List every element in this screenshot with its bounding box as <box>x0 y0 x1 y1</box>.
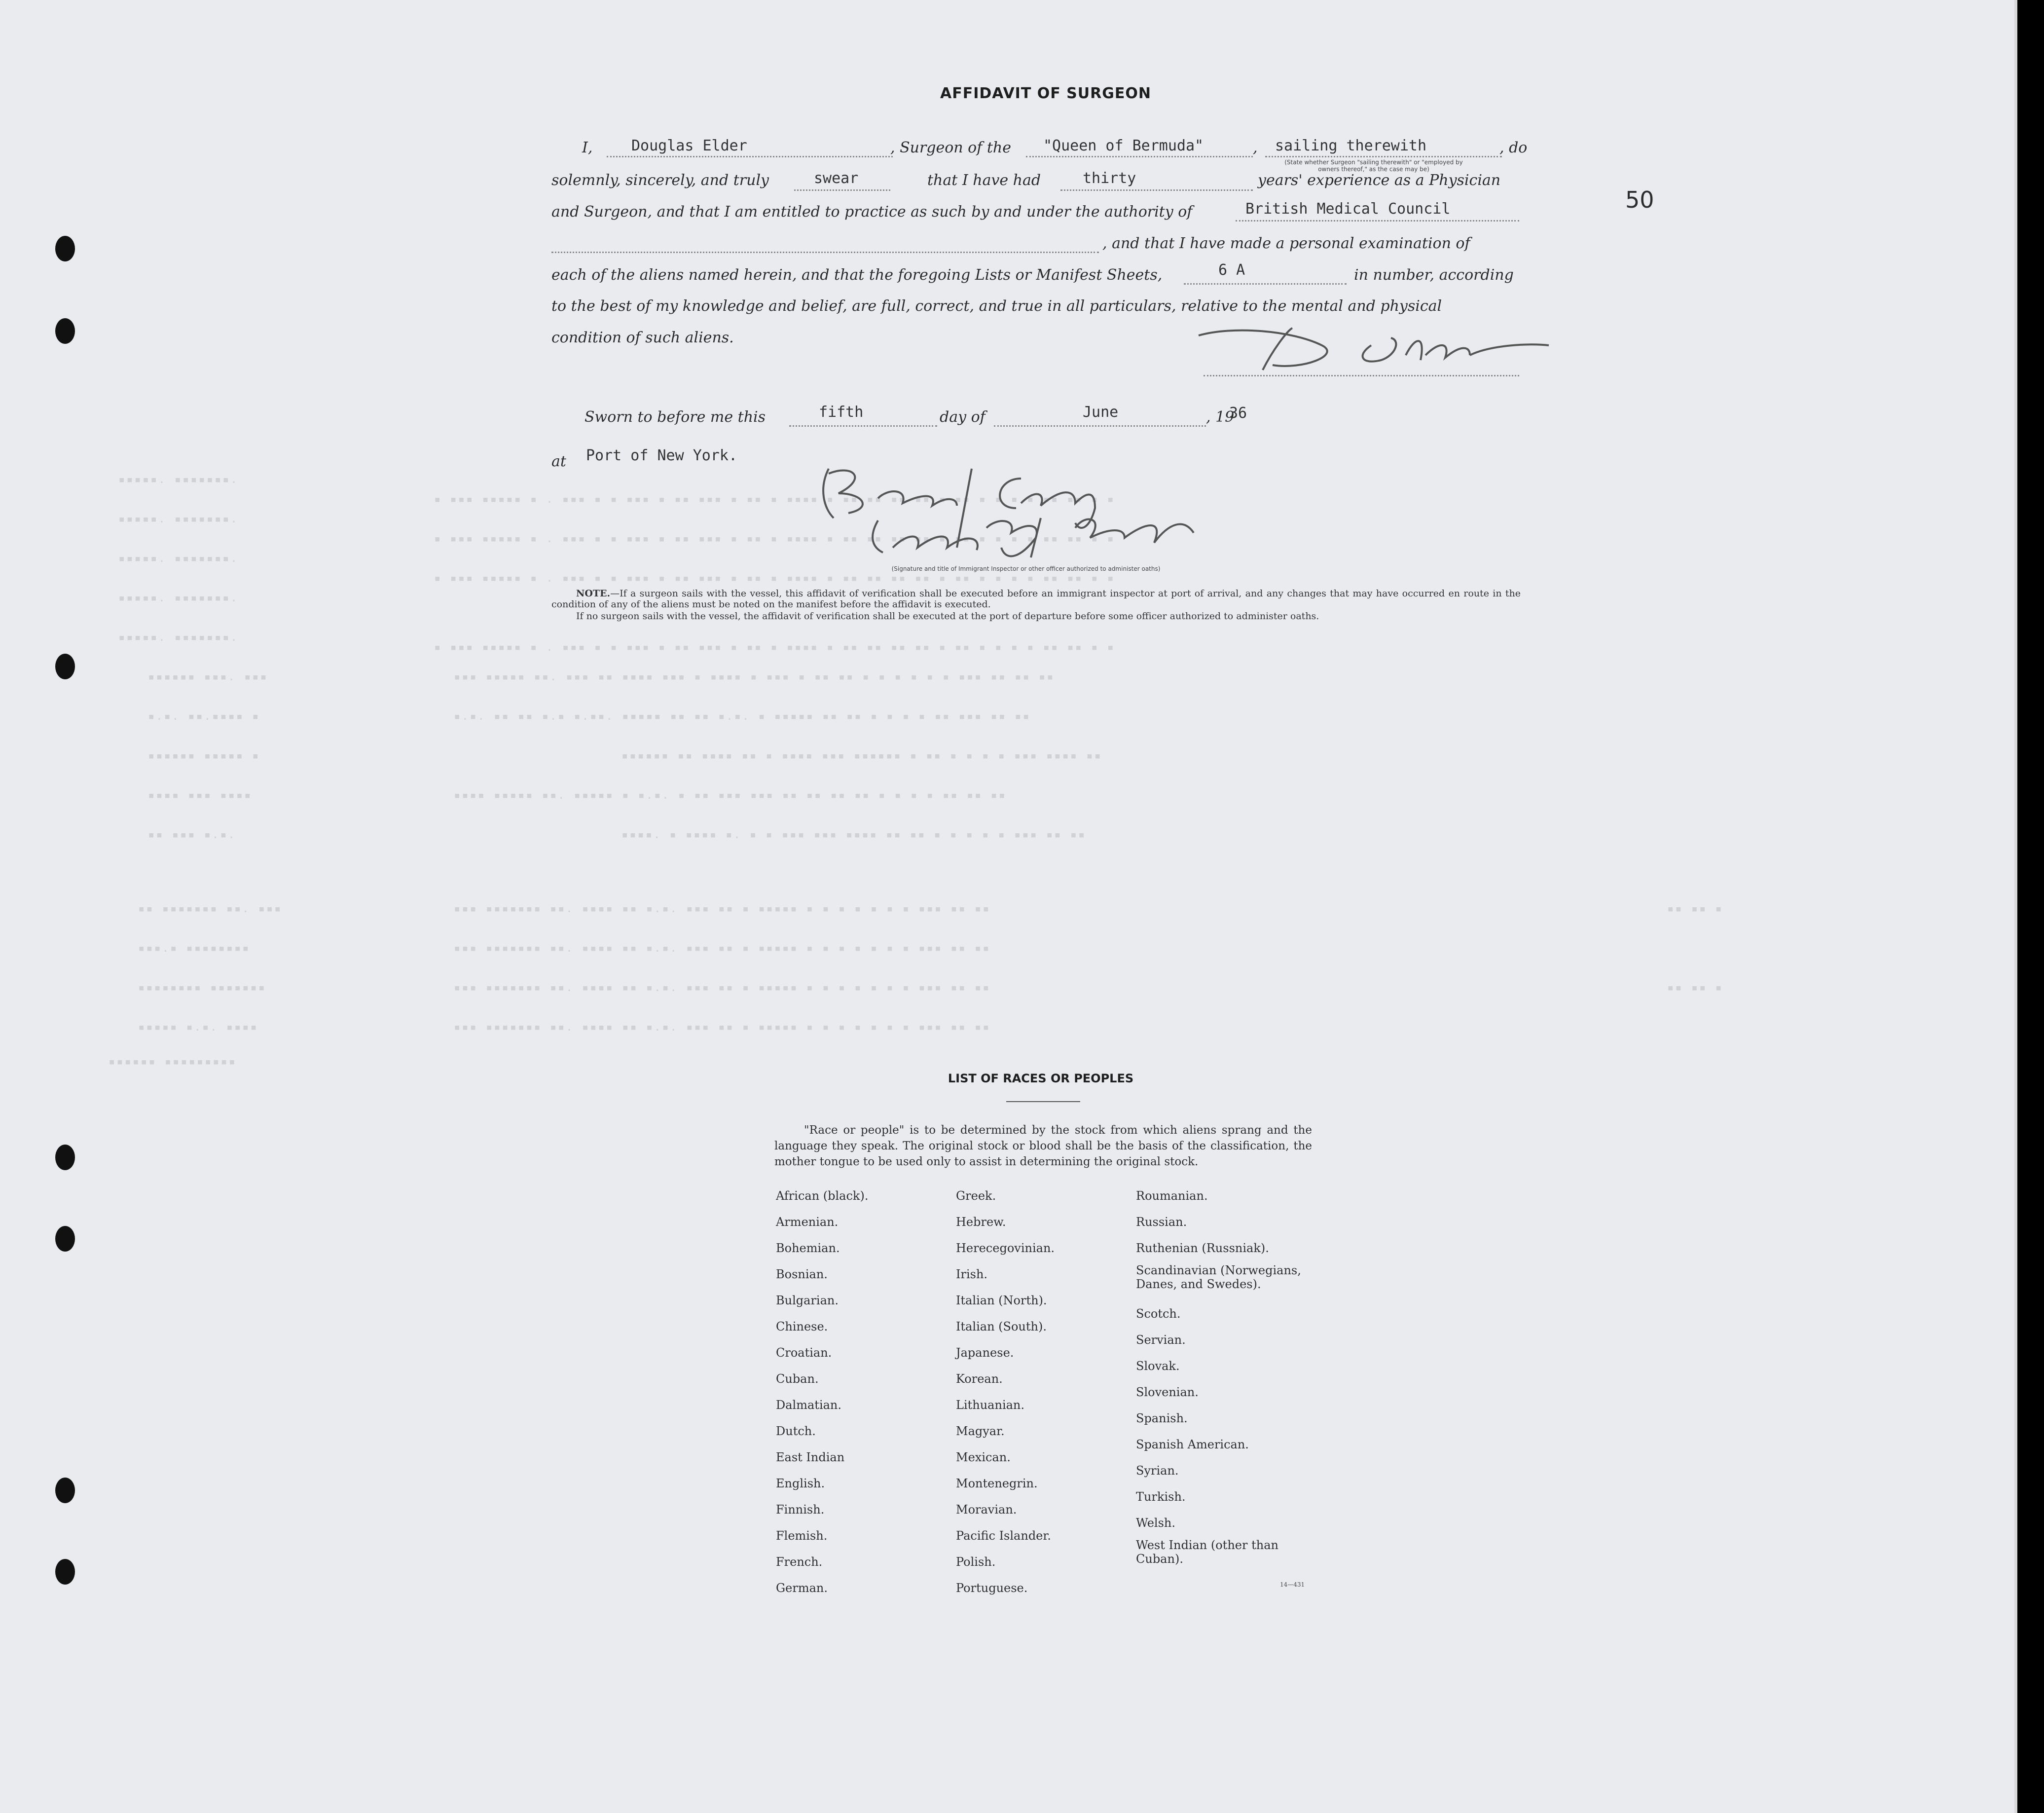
race-item: Scandinavian (Norwegians, Danes, and Swedes). <box>1136 1263 1301 1291</box>
punch-hole <box>55 654 75 679</box>
race-item: Cuban. <box>776 1372 819 1386</box>
races-column-2 <box>956 1183 1133 1601</box>
race-item: German. <box>776 1581 828 1595</box>
race-item: Irish. <box>956 1267 988 1281</box>
affidavit-text: that I have had <box>927 172 1041 189</box>
race-item: Spanish American. <box>1136 1438 1249 1451</box>
races-title: LIST OF RACES OR PEOPLES <box>948 1072 1134 1085</box>
race-item: Turkish. <box>1136 1490 1186 1504</box>
fill-line <box>794 189 890 191</box>
note-paragraph <box>551 588 1521 610</box>
affidavit-title: AFFIDAVIT OF SURGEON <box>940 85 1151 102</box>
affidavit-text: , do <box>1499 139 1528 156</box>
race-item: East Indian <box>776 1450 845 1464</box>
affidavit-text: solemnly, sincerely, and truly <box>551 172 769 189</box>
fill-line <box>1060 189 1253 191</box>
affidavit-text: , and that I have made a personal examination of <box>1102 235 1470 252</box>
note-text: —If a surgeon sails with the vessel, this affidavit of verification shall be executed before an immigrant inspector at port of arrival, and any changes that may have occurred en route in the condition of any of the aliens must be noted on the manifest before the affidavit is executed. <box>551 588 1521 610</box>
race-item: Italian (North). <box>956 1294 1047 1307</box>
affidavit-text: at <box>551 453 566 470</box>
fill-line <box>994 425 1206 427</box>
affidavit-text: each of the aliens named herein, and that the foregoing Lists or Manifest Sheets, <box>551 266 1163 284</box>
affidavit-text: condition of such aliens. <box>551 329 734 346</box>
punch-hole <box>55 1478 75 1503</box>
race-item: Dalmatian. <box>776 1398 842 1412</box>
punch-hole <box>55 236 75 261</box>
race-item: Roumanian. <box>1136 1189 1208 1203</box>
race-item: Slovak. <box>1136 1359 1180 1373</box>
race-item: Russian. <box>1136 1215 1187 1229</box>
punch-hole <box>55 1226 75 1252</box>
race-item: Slovenian. <box>1136 1385 1199 1399</box>
race-item: African (black). <box>776 1189 869 1203</box>
race-item: Finnish. <box>776 1503 825 1517</box>
race-item: Syrian. <box>1136 1464 1179 1478</box>
race-item: Welsh. <box>1136 1516 1175 1530</box>
race-item: Lithuanian. <box>956 1398 1025 1412</box>
race-item: Scotch. <box>1136 1307 1181 1321</box>
affidavit-text: , 19 <box>1206 408 1235 426</box>
race-item: Herecegovinian. <box>956 1241 1055 1255</box>
fill-line <box>1236 220 1519 222</box>
fill-line <box>1184 283 1347 285</box>
race-item: Croatian. <box>776 1346 832 1360</box>
fill-line <box>1026 156 1253 157</box>
affidavit-text: , <box>1253 139 1258 156</box>
race-item: West Indian (other than Cuban). <box>1136 1538 1278 1566</box>
races-column-3 <box>1136 1183 1318 1566</box>
surgeon-name: Douglas Elder <box>631 137 747 154</box>
licensing-authority: British Medical Council <box>1245 200 1451 218</box>
race-item: Pacific Islander. <box>956 1529 1051 1543</box>
form-number: 14—431 <box>1280 1581 1305 1588</box>
race-item: Hebrew. <box>956 1215 1006 1229</box>
fill-line <box>1265 156 1502 157</box>
race-item: Portuguese. <box>956 1581 1028 1595</box>
race-item: French. <box>776 1555 823 1569</box>
affidavit-text: and Surgeon, and that I am entitled to practice as such by and under the authority of <box>551 203 1193 221</box>
race-item: Korean. <box>956 1372 1003 1386</box>
race-item: Montenegrin. <box>956 1477 1038 1490</box>
affidavit-text: years' experience as a Physician <box>1258 172 1501 189</box>
signature-line <box>1204 375 1519 376</box>
fill-line <box>789 425 937 427</box>
punch-hole <box>55 1145 75 1170</box>
sworn-year: 36 <box>1229 405 1247 422</box>
race-item: Magyar. <box>956 1424 1005 1438</box>
fill-line <box>607 156 893 157</box>
races-column-1 <box>776 1183 953 1601</box>
punch-hole <box>55 1559 75 1585</box>
race-item: Spanish. <box>1136 1411 1188 1425</box>
race-item: Bosnian. <box>776 1267 828 1281</box>
punch-hole <box>55 318 75 344</box>
surgeon-signature <box>1194 316 1559 385</box>
race-item: Servian. <box>1136 1333 1186 1347</box>
page-number: 50 <box>1625 186 1654 213</box>
race-item: Japanese. <box>956 1346 1014 1360</box>
document-page: ▪▪▪▪▪. ▪▪▪▪▪▪▪. ▪▪▪▪▪. ▪▪▪▪▪▪▪. ▪▪▪▪▪. ▪▪▪▪▪▪▪. ▪▪▪▪▪. ▪▪▪▪▪▪▪. ▪▪▪▪▪. ▪▪▪▪▪▪▪. ▪▪▪▪▪▪ ▪▪▪. ▪▪▪ ▪.▪. ▪▪.▪▪▪▪ ▪ ▪▪▪▪▪▪ ▪▪▪▪▪ ▪ ▪▪▪▪ ▪▪▪ ▪▪▪▪ ▪▪ ▪▪▪ ▪.▪. ▪▪ ▪▪▪▪▪▪▪ ▪▪. ▪▪▪ ▪▪▪.▪ ▪▪▪▪▪▪▪▪ ▪▪▪▪▪▪▪▪ ▪▪▪▪▪▪▪ ▪▪▪▪▪ ▪.▪. ▪▪▪▪ ▪▪▪▪▪▪ ▪▪▪▪▪▪▪▪▪ ▪ ▪▪▪ ▪▪▪▪▪ ▪ . ▪▪▪ ▪ ▪ ▪▪▪ ▪ ▪▪ ▪▪▪ ▪ ▪▪ ▪ ▪▪▪▪ ▪ ▪▪ ▪▪ ▪▪ ▪▪ ▪ ▪▪ ▪ ▪ ▪ ▪ ▪▪ ▪▪ ▪ ▪ ▪ ▪▪▪ ▪▪▪▪▪ ▪ . ▪▪▪ ▪ ▪ ▪▪▪ ▪ ▪▪ ▪▪▪ ▪ ▪▪ ▪ ▪▪▪▪ ▪ ▪▪ ▪▪ ▪▪ ▪▪ ▪ ▪▪ ▪ ▪ ▪ ▪ ▪▪ ▪▪ ▪ ▪ ▪ ▪▪▪ ▪▪▪▪▪ ▪ . ▪▪▪ ▪ ▪ ▪▪▪ ▪ ▪▪ ▪▪▪ ▪ ▪▪ ▪ ▪▪▪▪ ▪ ▪▪ ▪▪ ▪▪ ▪▪ ▪ ▪▪ ▪ ▪ ▪ ▪ ▪▪ ▪▪ ▪ ▪ ▪ ▪▪▪ ▪▪▪▪▪ ▪ . ▪▪▪ ▪ ▪ ▪▪▪ ▪ ▪▪ ▪▪▪ ▪ ▪▪ ▪ ▪▪▪▪ ▪ ▪▪ ▪▪ ▪▪ ▪▪ ▪ ▪▪ ▪ ▪ ▪ ▪ ▪▪ ▪▪ ▪ ▪ ▪▪▪ ▪▪▪▪▪ ▪▪. ▪▪▪ ▪▪ ▪▪▪▪ ▪▪▪ ▪ ▪▪▪▪ ▪ ▪▪▪ ▪ ▪▪ ▪▪ ▪ ▪ ▪ ▪ ▪ ▪ ▪▪▪ ▪▪ ▪▪ ▪▪ ▪.▪. ▪▪ ▪▪ ▪.▪ ▪.▪▪. ▪▪▪▪▪ ▪▪ ▪▪ ▪.▪. ▪ ▪▪▪▪▪ ▪▪ ▪▪ ▪ ▪ ▪ ▪ ▪▪ ▪▪▪ ▪▪ ▪▪ ▪▪▪▪▪▪ ▪▪ ▪▪▪▪ ▪▪ ▪ ▪▪▪▪ ▪▪▪ ▪▪▪▪▪▪ ▪ ▪▪ ▪ ▪ ▪ ▪ ▪▪▪ ▪▪▪▪ ▪▪ ▪▪▪▪ ▪▪▪▪▪ ▪▪. ▪▪▪▪▪ ▪ ▪.▪. ▪ ▪▪ ▪▪▪ ▪▪▪ ▪▪ ▪▪ ▪▪ ▪▪ ▪ ▪ ▪ ▪ ▪▪ ▪▪ ▪▪ ▪▪▪▪. ▪ ▪▪▪▪ ▪. ▪ ▪ ▪▪▪ ▪▪▪ ▪▪▪▪ ▪▪ ▪▪ ▪ ▪ ▪ ▪ ▪ ▪▪▪ ▪▪ ▪▪ ▪▪▪ ▪▪▪▪▪▪▪ ▪▪. ▪▪▪▪ ▪▪ ▪.▪. ▪▪▪ ▪▪ ▪ ▪▪▪▪▪ ▪ ▪ ▪ ▪ ▪ ▪ ▪ ▪▪▪ ▪▪ ▪▪ ▪▪▪ ▪▪▪▪▪▪▪ ▪▪. ▪▪▪▪ ▪▪ ▪.▪. ▪▪▪ ▪▪ ▪ ▪▪▪▪▪ ▪ ▪ ▪ ▪ ▪ ▪ ▪ ▪▪▪ ▪▪ ▪▪ ▪▪▪ ▪▪▪▪▪▪▪ ▪▪. ▪▪▪▪ ▪▪ ▪.▪. ▪▪▪ ▪▪ ▪ ▪▪▪▪▪ ▪ ▪ ▪ ▪ ▪ ▪ ▪ ▪▪▪ ▪▪ ▪▪ ▪▪▪ ▪▪▪▪▪▪▪ ▪▪. ▪▪▪▪ ▪▪ ▪.▪. ▪▪▪ ▪▪ ▪ ▪▪▪▪▪ ▪ ▪ ▪ ▪ ▪ ▪ ▪ ▪▪▪ ▪▪ ▪▪ ▪▪ ▪▪ ▪ ▪▪ ▪▪ ▪ 50 AFFIDAVIT OF SURGEON I, Douglas Elder , Surgeon of the "Queen of Bermuda" , sailing therewith , do (State whether Surgeon "sailing therewith" or "employed by owners thereof," as the case may be) solemnly, sincerely, and truly swear that I have had thirty years' experience as a Physician and Surgeon, and that I am entitled to practice as such by and under the authority of British Medical Council , and that I have made a personal examination of each of the aliens named herein, and that the foregoing Lists or Manifest Sheets, 6 A in number, according to the best of my knowledge and belief, are full, correct, and true in all particulars, relative to the mental and physical condition of such aliens. Sworn to before me this fifth day of June , 19 36 at Port of New York. (Signature and title of Immigrant Inspector or other officer authorized to administer oaths) NOTE.—If a surgeon sails with the vessel, this affidavit of verification shall be executed before an immigrant inspector at port of arrival, and any changes that may have occurred en route in the condition of any of the aliens must be noted on the manifest before the affidavit is executed. If no surgeon sails with the vessel, the affidavit of verification shall be executed at the port of departure before some officer authorized to administer oaths. LIST OF RACES OR PEOPLES "Race or people" is to be determined by the stock from which aliens sprang and the language they speak. The original stock or blood shall be the basis of the classification, the mother tongue to be used only to assist in determining the original stock. African (black). Armenian. Bohemian. Bosnian. Bulgarian. Chinese. Croatian. Cuban. Dalmatian. Dutch. East Indian English. Finnish. Flemish. French. German. Greek. Hebrew. Herecegovinian. Irish. Italian (North). Italian (South). Japanese. Korean. Lithuanian. Magyar. Mexican. Montenegrin. Moravian. Pacific Islander. Polish. Portuguese. Roumanian. Russian. Ruthenian (Russniak). Scandinavian (Norwegians, Danes, and Swedes). Scotch. Servian. Slovak. Slovenian. Spanish. Spanish American. Syrian. Turkish. Welsh. West Indian (other than Cuban). 14—431 <box>0 0 2017 1813</box>
years-experience: thirty <box>1083 170 1136 187</box>
race-item: Chinese. <box>776 1320 828 1333</box>
race-item: Armenian. <box>776 1215 839 1229</box>
race-item: Bulgarian. <box>776 1294 839 1307</box>
signature-caption: (Signature and title of Immigrant Inspector or other officer authorized to administer oaths) <box>891 565 1161 572</box>
race-item: English. <box>776 1477 825 1490</box>
affidavit-text: day of <box>940 408 986 426</box>
race-item: Ruthenian (Russniak). <box>1136 1241 1269 1255</box>
race-item: Mexican. <box>956 1450 1011 1464</box>
races-intro: "Race or people" is to be determined by the stock from which aliens sprang and the language they speak. The original stock or blood shall be the basis of the classification, the mother tongue to be used only to assist in determining the original stock. <box>774 1124 1312 1168</box>
vessel-name: "Queen of Bermuda" <box>1043 137 1204 154</box>
capacity-note: (State whether Surgeon "sailing therewith" or "employed by owners thereof," as the case may be) <box>1284 159 1463 173</box>
race-item: Greek. <box>956 1189 996 1203</box>
race-item: Italian (South). <box>956 1320 1047 1333</box>
oath-type: swear <box>814 170 859 187</box>
affidavit-text: in number, according <box>1354 266 1514 284</box>
note-label: NOTE. <box>576 588 611 599</box>
sworn-day: fifth <box>819 404 864 421</box>
race-item: Polish. <box>956 1555 996 1569</box>
fill-line <box>551 252 1099 253</box>
surgeon-capacity: sailing therewith <box>1275 137 1427 154</box>
affidavit-text: Sworn to before me this <box>584 408 766 426</box>
sworn-month: June <box>1083 404 1119 421</box>
inspector-signature <box>809 459 1223 572</box>
sworn-location: Port of New York. <box>586 447 738 464</box>
race-item: Flemish. <box>776 1529 828 1543</box>
race-item: Dutch. <box>776 1424 816 1438</box>
affidavit-text: , Surgeon of the <box>890 139 1011 156</box>
affidavit-text: I, <box>582 139 593 156</box>
races-title-rule <box>1006 1101 1080 1102</box>
manifest-sheets-count: 6 A <box>1218 261 1245 279</box>
race-item: Bohemian. <box>776 1241 840 1255</box>
race-item: Moravian. <box>956 1503 1017 1517</box>
affidavit-text: to the best of my knowledge and belief, are full, correct, and true in all particulars, relative to the mental and physical <box>551 297 1442 315</box>
note-paragraph-2: If no surgeon sails with the vessel, the affidavit of verification shall be executed at the port of departure before some officer authorized to administer oaths. <box>576 611 1319 622</box>
